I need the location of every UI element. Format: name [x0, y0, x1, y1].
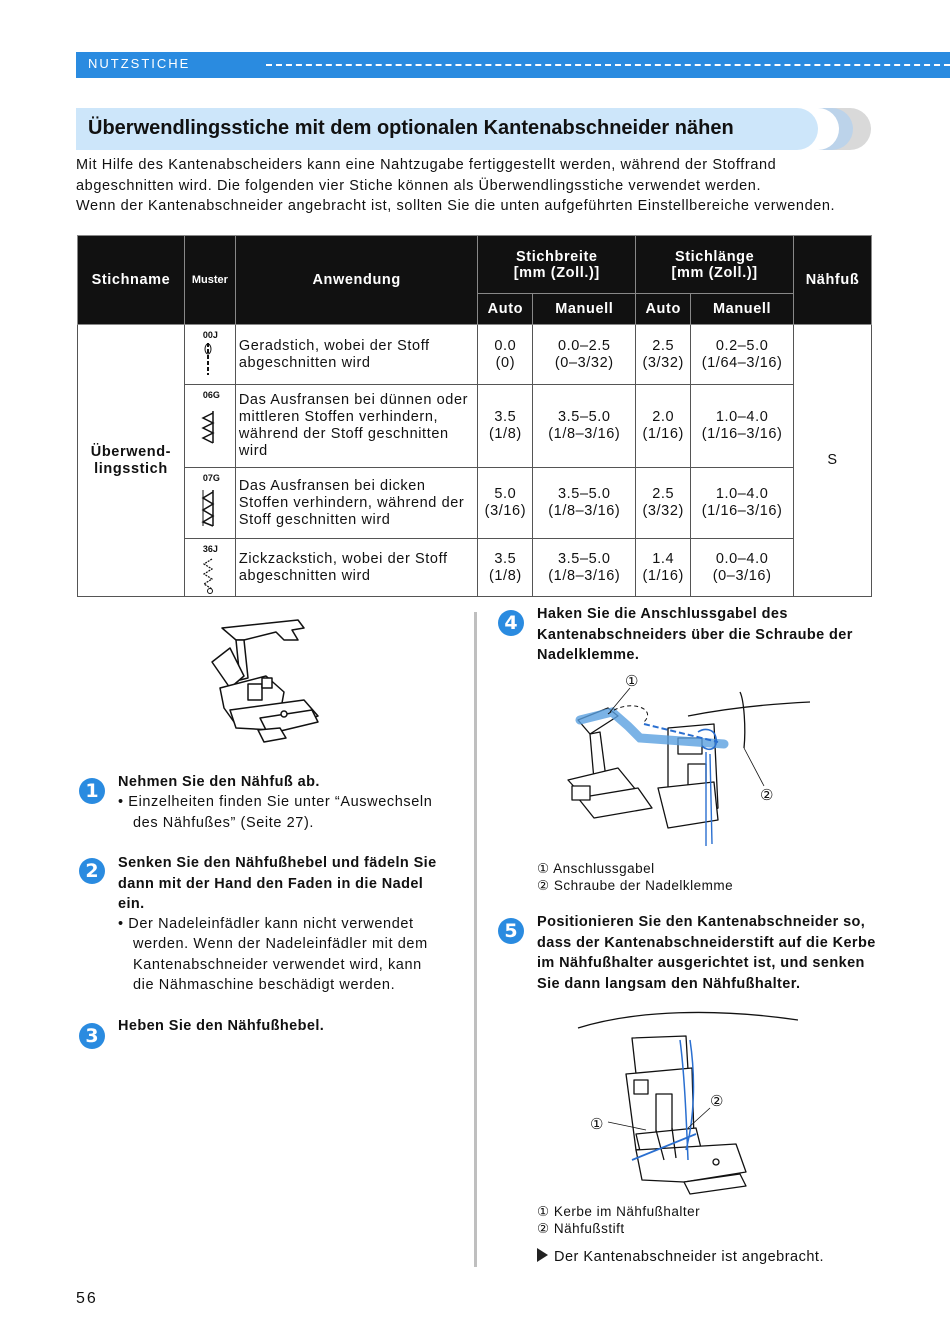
callout-2: ② [710, 1093, 724, 1110]
pattern-code: 07G [202, 473, 220, 483]
overlock-stitch-icon [201, 409, 215, 445]
step-1-bullet: des Nähfußes” (Seite 27). [133, 815, 315, 831]
stitch-settings-table [77, 235, 872, 597]
attach-fork-illustration [548, 668, 810, 850]
laenge-manuell-cell: 0.2–5.0 (1/64–3/16) [691, 325, 794, 385]
step-1-bullet: • Einzelheiten finden Sie unter “Auswechseln [118, 794, 433, 810]
step-5-number: 5 [498, 918, 524, 944]
page-title: Überwendlingsstiche mit dem optionalen Kantenabschneider nähen [88, 117, 734, 139]
table-row [78, 468, 872, 539]
result-line [537, 1248, 824, 1265]
step-2-bullet: werden. Wenn der Nadeleinfädler mit dem [133, 936, 428, 952]
laenge-auto-cell: 1.4 (1/16) [636, 539, 691, 597]
intro-text [76, 155, 876, 217]
header-breite-auto: Auto [478, 294, 533, 325]
step-4-legend-1: ① Anschlussgabel [537, 861, 655, 876]
breite-manuell-cell: 3.5–5.0 (1/8–3/16) [533, 468, 636, 539]
table-row [78, 385, 872, 468]
breite-auto-cell: 3.5 (1/8) [478, 385, 533, 468]
title-ornament-icon [818, 108, 874, 150]
intro-line: Wenn der Kantenabschneider angebracht ist, sollten Sie die unten aufgeführten Einstellbereiche verwenden. [76, 198, 836, 214]
anwendung-cell: Zickzackstich, wobei der Stoff abgeschnitten wird [235, 539, 478, 597]
pattern-code: 00J [202, 330, 218, 340]
straight-stitch-icon [201, 341, 215, 377]
result-text: Der Kantenabschneider ist angebracht. [554, 1249, 824, 1265]
double-overlock-stitch-icon [201, 488, 215, 528]
result-arrow-icon [537, 1248, 548, 1262]
step-4-legend-2: ② Schraube der Nadelklemme [537, 878, 734, 893]
pattern-cell [184, 385, 235, 468]
pattern-cell [184, 539, 235, 597]
step-4-title: Haken Sie die Anschlussgabel des Kantenabschneiders über die Schraube der Nadelklemme. [537, 606, 853, 663]
anwendung-cell: Das Ausfransen bei dicken Stoffen verhindern, während der Stoff geschnitten wird [235, 468, 478, 539]
header-stichname: Stichname [78, 236, 185, 325]
breite-auto-cell: 3.5 (1/8) [478, 539, 533, 597]
intro-line: abgeschnitten wird. Die folgenden vier Stiche können als Überwendlingsstiche verwendet werden. [76, 177, 762, 194]
zigzag-stitch-icon [201, 557, 215, 595]
table-row [78, 539, 872, 597]
pattern-code: 06G [202, 390, 220, 400]
step-2-bullet: die Nähmaschine beschädigt werden. [133, 977, 396, 993]
breite-manuell-cell: 3.5–5.0 (1/8–3/16) [533, 539, 636, 597]
callout-1: ① [625, 673, 639, 690]
step-1-title: Nehmen Sie den Nähfuß ab. [118, 774, 320, 790]
pattern-code: 36J [202, 544, 218, 554]
anwendung-cell: Das Ausfransen bei dünnen oder mittleren Stoffen verhindern, während der Stoff geschnitten wird [235, 385, 478, 468]
breite-manuell-cell: 3.5–5.0 (1/8–3/16) [533, 385, 636, 468]
naehfuss-cell: S [794, 325, 872, 597]
laenge-auto-cell: 2.0 (1/16) [636, 385, 691, 468]
step-2-title: Senken Sie den Nähfußhebel und fädeln Sie dann mit der Hand den Faden in die Nadel ein. [118, 855, 437, 912]
step-5-legend-2: ② Nähfußstift [537, 1221, 625, 1236]
intro-line: Mit Hilfe des Kantenabscheiders kann eine Nahtzugabe fertiggestellt werden, während der Stoffrand [76, 157, 777, 173]
header-muster: Muster [184, 236, 235, 325]
header-stichbreite: Stichbreite [mm (Zoll.)] [478, 236, 636, 294]
pattern-cell [184, 325, 235, 385]
section-dashes [266, 64, 950, 66]
title-bar [76, 108, 818, 150]
breite-manuell-cell: 0.0–2.5 (0–3/32) [533, 325, 636, 385]
laenge-manuell-cell: 1.0–4.0 (1/16–3/16) [691, 385, 794, 468]
step-2-number: 2 [79, 858, 105, 884]
breite-auto-cell: 0.0 (0) [478, 325, 533, 385]
step-2-bullet: • Der Nadeleinfädler kann nicht verwendet [118, 916, 414, 932]
laenge-auto-cell: 2.5 (3/32) [636, 468, 691, 539]
edge-cutter-illustration [200, 618, 330, 750]
header-anwendung: Anwendung [235, 236, 478, 325]
header-stichlaenge: Stichlänge [mm (Zoll.)] [636, 236, 794, 294]
laenge-auto-cell: 2.5 (3/32) [636, 325, 691, 385]
table-row [78, 325, 872, 385]
step-5-legend-1: ① Kerbe im Nähfußhalter [537, 1204, 701, 1219]
laenge-manuell-cell: 1.0–4.0 (1/16–3/16) [691, 468, 794, 539]
callout-2: ② [760, 787, 774, 804]
page-number: 56 [76, 1290, 98, 1307]
anwendung-cell: Geradstich, wobei der Stoff abgeschnitten wird [235, 325, 478, 385]
section-label: NUTZSTICHE [88, 56, 191, 71]
callout-1: ① [590, 1116, 604, 1133]
header-laenge-manuell: Manuell [691, 294, 794, 325]
step-1-number: 1 [79, 778, 105, 804]
step-5-title: Positionieren Sie den Kantenabschneider so, dass der Kantenabschneiderstift auf die Kerbe im Nähfußhalter ausgerichtet ist, und senken Sie dann langsam den Nähfußhalter. [537, 914, 876, 992]
header-naehfuss: Nähfuß [794, 236, 872, 325]
laenge-manuell-cell: 0.0–4.0 (0–3/16) [691, 539, 794, 597]
header-breite-manuell: Manuell [533, 294, 636, 325]
section-header-bar [76, 52, 950, 78]
breite-auto-cell: 5.0 (3/16) [478, 468, 533, 539]
step-4-number: 4 [498, 610, 524, 636]
column-divider [474, 612, 477, 1267]
step-3-title: Heben Sie den Nähfußhebel. [118, 1018, 325, 1034]
step-2-bullet: Kantenabschneider verwendet wird, kann [133, 957, 422, 973]
header-laenge-auto: Auto [636, 294, 691, 325]
pattern-cell [184, 468, 235, 539]
stitch-group-name: Überwend- lingsstich [78, 325, 185, 597]
step-3-number: 3 [79, 1023, 105, 1049]
position-cutter-illustration [576, 1010, 798, 1200]
